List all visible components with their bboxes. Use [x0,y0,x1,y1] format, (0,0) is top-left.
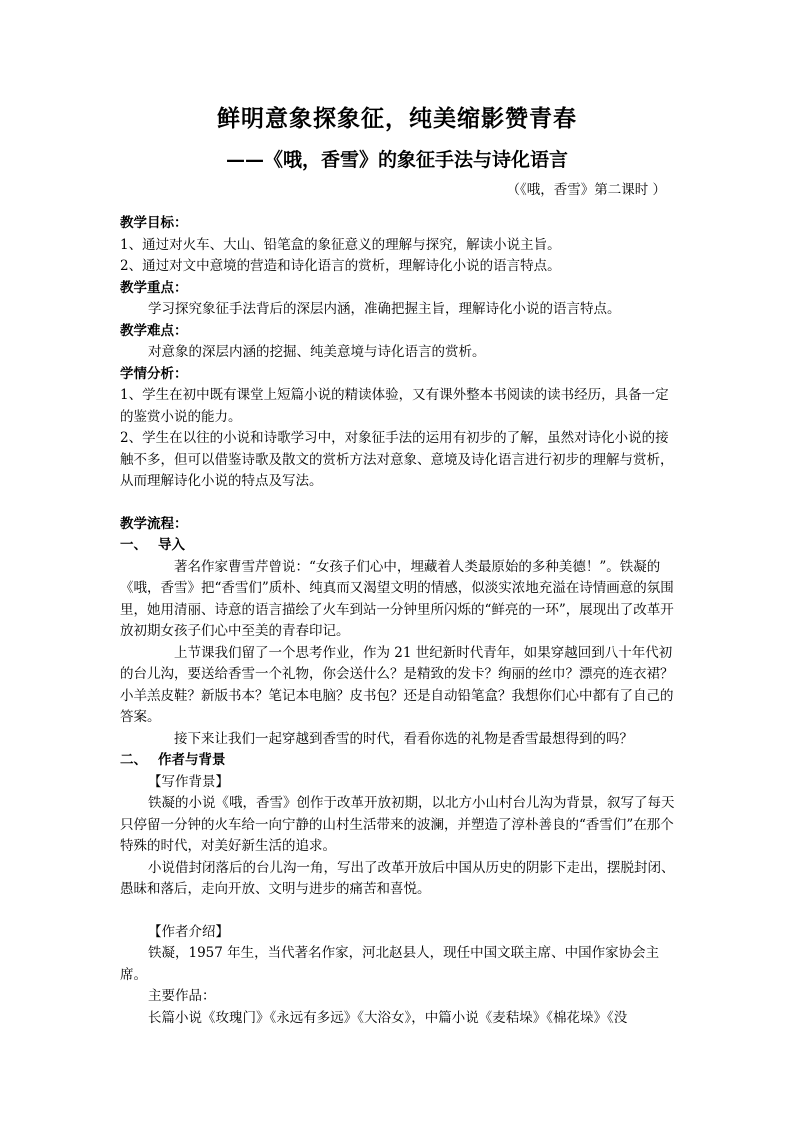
author-text: 铁凝，1957 年生，当代著名作家，河北赵县人，现任中国文联主席、中国作家协会主席。 [120,945,660,983]
analysis-item: 2、学生在以往的小说和诗歌学习中，对象征手法的运用有初步的了解，虽然对诗化小说的接触不多，但可以借鉴诗歌及散文的赏析方法对意象、意境及诗化语言进行初步的理解与赏析，从而理解诗化小说的特点及写法。 [120,430,674,489]
intro-paragraph: 上节课我们留了一个思考作业，作为 21 世纪新时代青年，如果穿越回到八十年代初的台儿沟，要送给香雪一个礼物，你会送什么？是精致的发卡？绚丽的丝巾？漂亮的连衣裙？小羊羔皮鞋？新版书本？笔记本电脑？皮书包？还是自动铅笔盒？我想你们心中都有了自己的答案。 [120,644,674,725]
difficulties-heading: 教学难点： [120,322,188,339]
document-body [120,213,676,1029]
spacer [120,493,676,514]
section-heading-intro [120,535,676,557]
section-heading-author [120,750,676,772]
goals-heading: 教学目标： [120,215,188,231]
key-points-heading: 教学重点： [120,279,188,296]
spacer [120,901,676,922]
section-number: 一、 [120,537,147,553]
section-number: 二、 [120,752,147,768]
goal-item: 2、通过对文中意境的营造和诗化语言的赏析，理解诗化小说的语言特点。 [120,258,561,274]
author-label: 【作者介绍】 [148,923,229,940]
background-label: 【写作背景】 [148,773,229,790]
works-label: 主要作品： [148,988,216,1004]
background-paragraph: 铁凝的小说《哦，香雪》创作于改革开放初期，以北方小山村台儿沟为背景，叙写了每天只停留一分钟的火车给一向宁静的山村生活带来的波澜，并塑造了淳朴善良的“香雪们”在那个特殊的时代，对美好新生活的追求。 [120,795,675,854]
intro-paragraph: 接下来让我们一起穿越到香雪的时代，看看你选的礼物是香雪最想得到的吗？ [174,730,633,747]
document-title: 鲜明意象探象征，纯美缩影赞青春 [217,105,577,132]
process-heading: 教学流程： [120,515,188,532]
goal-item: 1、通过对火车、大山、铅笔盒的象征意义的理解与探究，解读小说主旨。 [120,236,561,253]
lesson-note: （《哦，香雪》第二课时 ） [506,182,666,198]
analysis-heading: 学情分析： [120,365,188,382]
document-subtitle: ——《哦，香雪》的象征手法与诗化语言 [225,149,568,171]
analysis-item: 1、学生在初中既有课堂上短篇小说的精读体验，又有课外整本书阅读的读书经历，具备一定的鉴赏小说的能力。 [120,387,669,425]
section-title: 作者与背景 [158,752,226,768]
intro-paragraph: 著名作家曹雪芹曾说：“女孩子们心中，埋藏着人类最原始的多种美德！”。铁凝的《哦，香雪》把“香雪们”质朴、纯真而又渴望文明的情感，似淡实浓地充溢在诗情画意的氛围里，她用清丽、诗意的语言描绘了火车到站一分钟里所闪烁的“鲜亮的一环”，展现出了改革开放初期女孩子们心中至美的青春印记。 [120,558,674,639]
difficulties-text: 对意象的深层内涵的挖掘、纯美意境与诗化语言的赏析。 [148,344,486,360]
works-text: 长篇小说《玫瑰门》《永远有多远》《大浴女》，中篇小说《麦秸垛》《棉花垛》《没 [148,1009,628,1026]
key-points-text: 学习探究象征手法背后的深层内涵，准确把握主旨，理解诗化小说的语言特点。 [148,301,621,317]
section-title: 导入 [158,537,185,553]
background-paragraph: 小说借封闭落后的台儿沟一角，写出了改革开放后中国从历史的阴影下走出，摆脱封闭、愚昧和落后，走向开放、文明与进步的痛苦和喜悦。 [120,859,675,897]
